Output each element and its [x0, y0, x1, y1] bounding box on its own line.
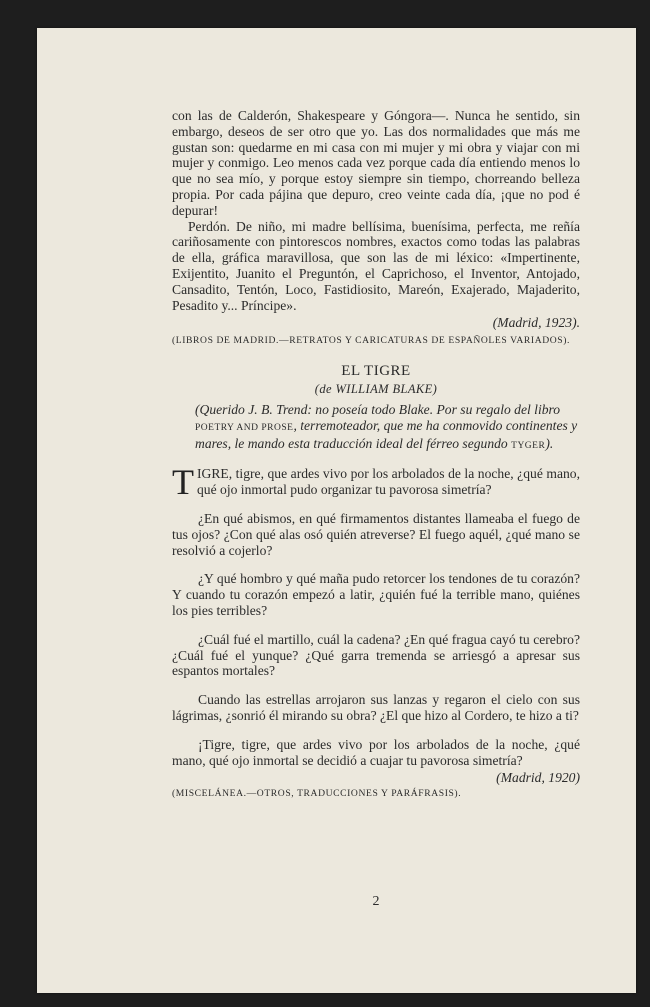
poem-subtitle: (de WILLIAM BLAKE) [314, 382, 438, 397]
poem-source: (MISCELÁNEA.—OTROS, TRADUCCIONES Y PARÁFRASIS). [172, 788, 462, 800]
prose-paragraph-2-text: Perdón. De niño, mi madre bellísima, buenísima, perfecta, me reñía cariñosamente con pintorescos nombres, exactos como todas las palabras de ella, gráfica maravillosa, que son las de mi léxico: «Impertinente, Exijentito, Juanito el Preguntón, el Caprichoso, el Inventor, Antojado, Cansadito, Tentón, Loco, Fastidiosito, Mareón, Exajerado, Majaderito, Pesadito y... Príncipe». [172, 218, 580, 313]
prose-paragraph-2 [172, 219, 580, 314]
dedication-end: ). [545, 436, 554, 452]
drop-cap: T [172, 462, 194, 503]
poem-stanza-1-text: IGRE, tigre, que ardes vivo por los arbolados de la noche, ¿qué mano, qué ojo inmortal pudo organizar tu pavorosa simetría? [197, 466, 580, 498]
dedication-part-b: , terremoteador, que me ha conmovido continentes y mares, le mando esta traducción ideal del férreo segundo [195, 418, 578, 452]
poem-stanza-4: ¿Cuál fué el martillo, cuál la cadena? ¿En qué fragua cayó tu cerebro? ¿Cuál fué el yunque? ¿Qué garra tremenda se arriesgó a apresar sus espantos mortales? [172, 631, 580, 679]
page-number: 2 [372, 894, 380, 909]
dedication-part-a: (Querido J. B. Trend: no poseía todo Blake. Por su regalo del libro [195, 402, 561, 418]
poem-dedication [195, 402, 580, 454]
dedication-book-title: POETRY AND PROSE [195, 423, 294, 434]
prose-source: (LIBROS DE MADRID.—RETRATOS Y CARICATURAS DE ESPAÑOLES VARIADOS). [172, 335, 571, 347]
book-page [37, 28, 636, 993]
poem-stanza-6: ¡Tigre, tigre, que ardes vivo por los arbolados de la noche, ¿qué mano, qué ojo inmortal se decidió a cuajar tu pavorosa simetría? [172, 736, 580, 768]
text-column [172, 108, 580, 909]
poem-stanza-1 [172, 462, 580, 503]
prose-paragraph-1: con las de Calderón, Shakespeare y Góngora—. Nunca he sentido, sin embargo, deseos de ser otro que yo. Las dos normalidades que más me gustan son: quedarme en mi casa con mi mujer y mi obra y viajar con mi mujer y conmigo. Leo menos cada vez porque cada día entiendo menos lo que no sea mío, y porque estoy siempre sin tiempo, chorreando belleza propia. Por cada pájina que depuro, creo veinte cada día, ¡que no pod é depurar! [172, 108, 580, 218]
dedication-poem-name: TYGER [511, 441, 546, 452]
poem-stanza-3: ¿Y qué hombro y qué maña pudo retorcer los tendones de tu corazón? Y cuando tu corazón empezó a latir, ¿quién fué la terrible mano, quiénes los pies terribles? [172, 571, 580, 618]
poem-stanza-5: Cuando las estrellas arrojaron sus lanzas y regaron el cielo con sus lágrimas, ¿sonrió él mirando su obra? ¿El que hizo al Cordero, te hizo a ti? [172, 692, 580, 723]
poem-stanza-2: ¿En qué abismos, en qué firmamentos distantes llameaba el fuego de tus ojos? ¿Con qué alas osó quién atreverse? El fuego aquél, ¿qué mano se resolvió a cojerlo? [172, 510, 580, 558]
poem-place-date: (Madrid, 1920) [496, 770, 580, 786]
prose-place-date: (Madrid, 1923). [492, 315, 580, 331]
poem-title: EL TIGRE [341, 363, 411, 380]
